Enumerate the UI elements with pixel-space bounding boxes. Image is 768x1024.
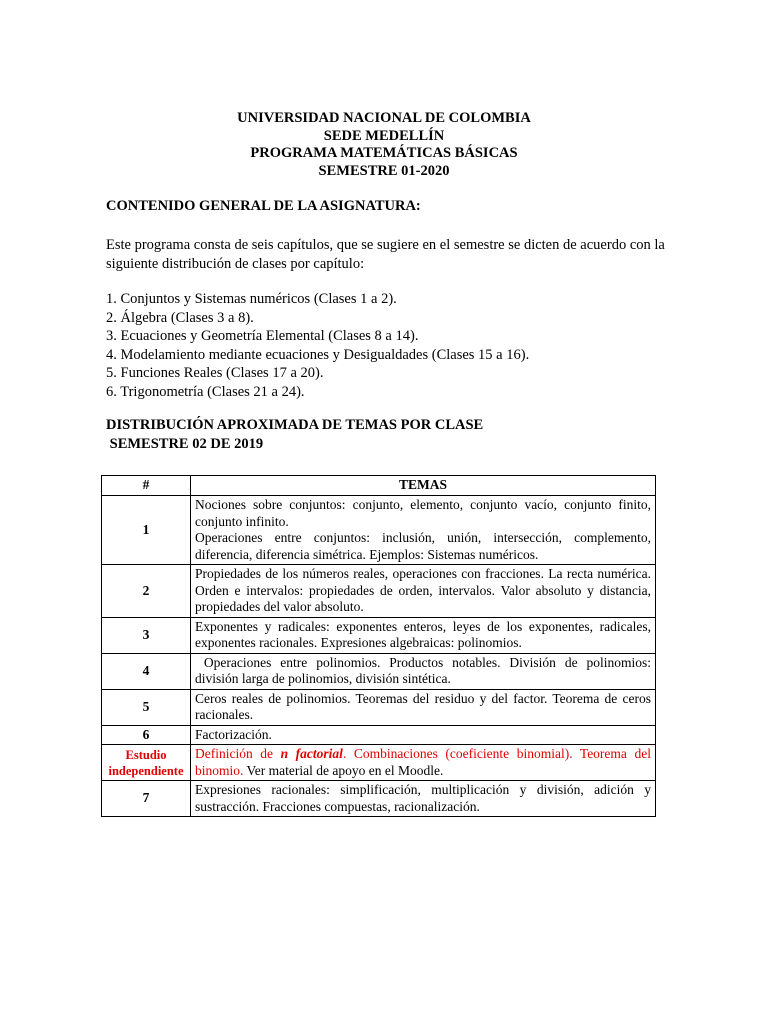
topic-text: Operaciones entre conjuntos: inclusión, unión, intersección, complemento, diferencia, diferencia simétrica. Ejemplos: Sistemas numéricos. [195, 530, 651, 562]
table-row [102, 745, 656, 781]
topic-text: Nociones sobre conjuntos: conjunto, elemento, conjunto vacío, conjunto finito, conjunto infinito. [195, 497, 651, 529]
class-number: 2 [102, 565, 191, 618]
intro-paragraph: Este programa consta de seis capítulos, que se sugiere en el semestre se dicten de acuerdo con la siguiente distribución de clases por capítulo: [106, 237, 665, 272]
class-number: 1 [102, 496, 191, 565]
topic-text: Expresiones racionales: simplificación, multiplicación y división, adición y sustracción. Fracciones compuestas, racionalización. [191, 781, 656, 817]
class-topics [191, 745, 656, 781]
table-row [102, 689, 656, 725]
chapter-item: 1. Conjuntos y Sistemas numéricos (Clases 1 a 2). [106, 291, 397, 307]
header-semester: SEMESTRE 01-2020 [318, 162, 450, 179]
class-number: 6 [102, 725, 191, 745]
table-row [102, 781, 656, 817]
table-row [102, 617, 656, 653]
distribucion-title-line1: DISTRIBUCIÓN APROXIMADA DE TEMAS POR CLASE [106, 417, 484, 433]
topic-text: Exponentes y radicales: exponentes enteros, leyes de los exponentes, radicales, exponentes racionales. Expresiones algebraicas: polinomios. [191, 617, 656, 653]
chapter-item: 5. Funciones Reales (Clases 17 a 20). [106, 365, 324, 381]
table-row [102, 565, 656, 618]
topic-text-emphasis: n factorial [280, 746, 343, 761]
topic-text: Ver material de apoyo en el Moodle. [243, 762, 444, 778]
class-number: 5 [102, 689, 191, 725]
table-header-row [102, 476, 656, 496]
header-program: PROGRAMA MATEMÁTICAS BÁSICAS [250, 145, 518, 161]
class-number: 7 [102, 781, 191, 817]
chapter-item: 3. Ecuaciones y Geometría Elemental (Clases 8 a 14). [106, 328, 419, 344]
topic-text: Factorización. [191, 725, 656, 745]
distribucion-title-line2: SEMESTRE 02 DE 2019 [106, 435, 264, 452]
table-row [102, 653, 656, 689]
class-topics [191, 496, 656, 565]
chapter-list [106, 290, 529, 401]
table-row [102, 496, 656, 565]
topic-text: Operaciones entre polinomios. Productos notables. División de polinomios: división larga de polinomios, división sintética. [191, 653, 656, 689]
topic-text: Ceros reales de polinomios. Teoremas del residuo y del factor. Teorema de ceros racionales. [191, 689, 656, 725]
class-number-independent: Estudio independiente [102, 745, 191, 781]
contenido-title: CONTENIDO GENERAL DE LA ASIGNATURA: [106, 198, 421, 214]
column-header-number: # [102, 476, 191, 496]
topic-text-highlight: . Combinaciones (coeficiente binomial). Teorema del binomio. [195, 746, 651, 778]
class-number: 3 [102, 617, 191, 653]
distribucion-title [106, 416, 483, 453]
topic-text-highlight: Definición de [195, 746, 281, 761]
table-row [102, 725, 656, 745]
topic-text: Propiedades de los números reales, operaciones con fracciones. La recta numérica. Orden e intervalos: propiedades de orden, intervalos. Valor absoluto y distancia, propiedades del valor absoluto. [191, 565, 656, 618]
temas-table [101, 475, 656, 817]
header-campus: SEDE MEDELLÍN [323, 127, 445, 144]
header-university: UNIVERSIDAD NACIONAL DE COLOMBIA [237, 110, 531, 126]
chapter-item: 2. Álgebra (Clases 3 a 8). [106, 309, 254, 326]
chapter-item: 6. Trigonometría (Clases 21 a 24). [106, 383, 305, 400]
chapter-item: 4. Modelamiento mediante ecuaciones y Desigualdades (Clases 15 a 16). [106, 346, 530, 363]
document-header [0, 110, 768, 180]
class-number: 4 [102, 653, 191, 689]
column-header-temas: TEMAS [191, 476, 656, 496]
